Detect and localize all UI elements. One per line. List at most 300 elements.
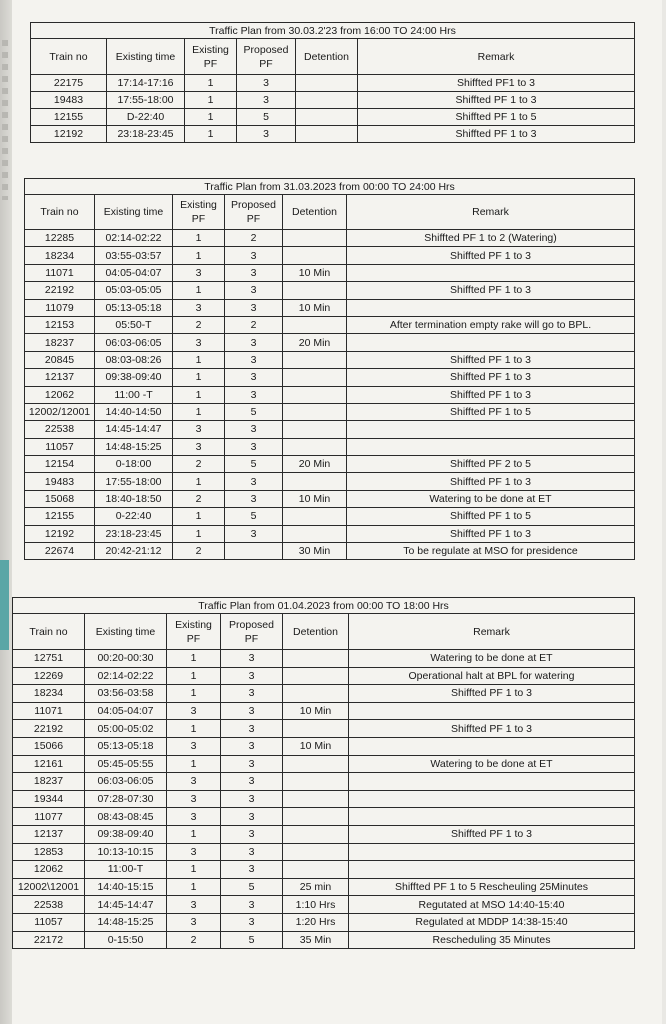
detention-cell bbox=[283, 773, 349, 791]
existing-time-cell: 04:05-04:07 bbox=[85, 702, 167, 720]
header-proposed-pf: Proposed PF bbox=[221, 614, 283, 650]
plan-title: Traffic Plan from 30.03.2'23 from 16:00 TO 24:00 Hrs bbox=[31, 23, 635, 39]
detention-cell bbox=[283, 386, 347, 403]
existing-time-cell: 02:14-02:22 bbox=[85, 667, 167, 685]
remark-cell bbox=[349, 808, 635, 826]
train-no-cell: 12002/12001 bbox=[25, 403, 95, 420]
train-no-cell: 12155 bbox=[25, 508, 95, 525]
train-no-cell: 19483 bbox=[25, 473, 95, 490]
train-no-cell: 12062 bbox=[13, 861, 85, 879]
existing-time-cell: 14:48-15:25 bbox=[85, 913, 167, 931]
train-no-cell: 12153 bbox=[25, 316, 95, 333]
train-no-cell: 20845 bbox=[25, 351, 95, 368]
proposed-pf-cell: 3 bbox=[221, 650, 283, 668]
train-no-cell: 12002\12001 bbox=[13, 878, 85, 896]
detention-cell bbox=[283, 508, 347, 525]
train-no-cell: 11077 bbox=[13, 808, 85, 826]
remark-cell: After termination empty rake will go to BPL. bbox=[347, 316, 635, 333]
table-row bbox=[25, 264, 635, 281]
plan-title: Traffic Plan from 31.03.2023 from 00:00 TO 24:00 Hrs bbox=[25, 179, 635, 195]
detention-cell bbox=[283, 650, 349, 668]
existing-time-cell: 11:00-T bbox=[85, 861, 167, 879]
proposed-pf-cell: 2 bbox=[225, 230, 283, 247]
train-no-cell: 12137 bbox=[13, 825, 85, 843]
remark-cell bbox=[349, 843, 635, 861]
remark-cell: Shiffted PF 1 to 3 bbox=[347, 525, 635, 542]
existing-pf-cell: 1 bbox=[167, 861, 221, 879]
existing-time-cell: 06:03-06:05 bbox=[95, 334, 173, 351]
existing-time-cell: 23:18-23:45 bbox=[107, 126, 185, 143]
detention-cell bbox=[296, 126, 358, 143]
header-detention: Detention bbox=[283, 195, 347, 230]
train-no-cell: 11071 bbox=[25, 264, 95, 281]
proposed-pf-cell: 3 bbox=[225, 386, 283, 403]
proposed-pf-cell: 5 bbox=[237, 109, 296, 126]
existing-time-cell: 14:40-14:50 bbox=[95, 403, 173, 420]
table-row bbox=[25, 438, 635, 455]
train-no-cell: 22538 bbox=[25, 421, 95, 438]
remark-cell: Shiffted PF1 to 3 bbox=[358, 75, 635, 92]
remark-cell: Operational halt at BPL for watering bbox=[349, 667, 635, 685]
header-existing-pf: Existing PF bbox=[185, 39, 237, 75]
header-proposed-pf: Proposed PF bbox=[237, 39, 296, 75]
existing-time-cell: 14:40-15:15 bbox=[85, 878, 167, 896]
existing-time-cell: 0-15:50 bbox=[85, 931, 167, 949]
remark-cell bbox=[349, 861, 635, 879]
train-no-cell: 11057 bbox=[25, 438, 95, 455]
existing-time-cell: 05:00-05:02 bbox=[85, 720, 167, 738]
proposed-pf-cell: 5 bbox=[225, 508, 283, 525]
train-no-cell: 11071 bbox=[13, 702, 85, 720]
table-row bbox=[25, 543, 635, 560]
proposed-pf-cell: 3 bbox=[225, 299, 283, 316]
remark-cell bbox=[347, 438, 635, 455]
detention-cell: 35 Min bbox=[283, 931, 349, 949]
existing-time-cell: 03:55-03:57 bbox=[95, 247, 173, 264]
existing-pf-cell: 1 bbox=[173, 508, 225, 525]
remark-cell bbox=[347, 264, 635, 281]
table-row bbox=[25, 456, 635, 473]
train-no-cell: 18234 bbox=[25, 247, 95, 264]
train-no-cell: 12062 bbox=[25, 386, 95, 403]
train-no-cell: 12269 bbox=[13, 667, 85, 685]
existing-time-cell: 05:50-T bbox=[95, 316, 173, 333]
existing-time-cell: 07:28-07:30 bbox=[85, 790, 167, 808]
proposed-pf-cell: 3 bbox=[221, 808, 283, 826]
table-row bbox=[13, 861, 635, 879]
proposed-pf-cell: 3 bbox=[221, 667, 283, 685]
remark-cell: Regulated at MDDP 14:38-15:40 bbox=[349, 913, 635, 931]
existing-time-cell: 05:13-05:18 bbox=[95, 299, 173, 316]
remark-cell: Watering to be done at ET bbox=[347, 490, 635, 507]
table-row bbox=[13, 843, 635, 861]
proposed-pf-cell: 3 bbox=[225, 473, 283, 490]
train-no-cell: 12161 bbox=[13, 755, 85, 773]
existing-time-cell: 00:20-00:30 bbox=[85, 650, 167, 668]
detention-cell bbox=[283, 825, 349, 843]
existing-time-cell: 17:14-17:16 bbox=[107, 75, 185, 92]
detention-cell: 1:20 Hrs bbox=[283, 913, 349, 931]
header-existing-time: Existing time bbox=[95, 195, 173, 230]
detention-cell bbox=[283, 403, 347, 420]
remark-cell: Regutated at MSO 14:40-15:40 bbox=[349, 896, 635, 914]
existing-time-cell: 05:13-05:18 bbox=[85, 737, 167, 755]
detention-cell: 10 Min bbox=[283, 737, 349, 755]
detention-cell: 30 Min bbox=[283, 543, 347, 560]
existing-pf-cell: 3 bbox=[173, 334, 225, 351]
existing-pf-cell: 2 bbox=[173, 456, 225, 473]
existing-pf-cell: 1 bbox=[173, 473, 225, 490]
remark-cell: Watering to be done at ET bbox=[349, 755, 635, 773]
detention-cell bbox=[283, 473, 347, 490]
table-row bbox=[31, 75, 635, 92]
proposed-pf-cell: 5 bbox=[225, 403, 283, 420]
table-row bbox=[31, 109, 635, 126]
existing-pf-cell: 1 bbox=[167, 685, 221, 703]
table-row bbox=[13, 896, 635, 914]
existing-time-cell: 0-18:00 bbox=[95, 456, 173, 473]
header-detention: Detention bbox=[296, 39, 358, 75]
header-existing-time: Existing time bbox=[107, 39, 185, 75]
header-remark: Remark bbox=[349, 614, 635, 650]
existing-pf-cell: 1 bbox=[173, 282, 225, 299]
existing-time-cell: 18:40-18:50 bbox=[95, 490, 173, 507]
table-row bbox=[25, 508, 635, 525]
existing-pf-cell: 1 bbox=[173, 525, 225, 542]
table-row bbox=[25, 247, 635, 264]
proposed-pf-cell: 3 bbox=[225, 282, 283, 299]
proposed-pf-cell: 3 bbox=[225, 247, 283, 264]
remark-cell: Shiffted PF 1 to 5 bbox=[347, 403, 635, 420]
train-no-cell: 18237 bbox=[25, 334, 95, 351]
proposed-pf-cell: 3 bbox=[225, 525, 283, 542]
table-row bbox=[13, 913, 635, 931]
table-row bbox=[25, 490, 635, 507]
table-row bbox=[31, 92, 635, 109]
proposed-pf-cell: 3 bbox=[221, 896, 283, 914]
proposed-pf-cell: 5 bbox=[225, 456, 283, 473]
table-row bbox=[25, 316, 635, 333]
remark-cell: Shiffted PF 1 to 3 bbox=[347, 386, 635, 403]
existing-time-cell: 14:45-14:47 bbox=[85, 896, 167, 914]
existing-pf-cell: 1 bbox=[185, 92, 237, 109]
train-no-cell: 12751 bbox=[13, 650, 85, 668]
detention-cell bbox=[283, 667, 349, 685]
remark-cell bbox=[349, 790, 635, 808]
train-no-cell: 22175 bbox=[31, 75, 107, 92]
train-no-cell: 12192 bbox=[31, 126, 107, 143]
train-no-cell: 12154 bbox=[25, 456, 95, 473]
detention-cell: 10 Min bbox=[283, 702, 349, 720]
remark-cell: Shiffted PF 1 to 3 bbox=[349, 720, 635, 738]
detention-cell bbox=[283, 525, 347, 542]
detention-cell: 10 Min bbox=[283, 490, 347, 507]
train-no-cell: 12285 bbox=[25, 230, 95, 247]
existing-pf-cell: 1 bbox=[167, 825, 221, 843]
remark-cell: Shiffted PF 1 to 5 bbox=[347, 508, 635, 525]
existing-time-cell: 17:55-18:00 bbox=[95, 473, 173, 490]
existing-pf-cell: 3 bbox=[167, 896, 221, 914]
proposed-pf-cell: 3 bbox=[225, 421, 283, 438]
existing-pf-cell: 1 bbox=[173, 351, 225, 368]
detention-cell bbox=[283, 351, 347, 368]
existing-time-cell: 05:03-05:05 bbox=[95, 282, 173, 299]
detention-cell bbox=[283, 369, 347, 386]
table-row bbox=[13, 773, 635, 791]
detention-cell bbox=[283, 316, 347, 333]
table-row bbox=[25, 403, 635, 420]
header-train-no: Train no bbox=[25, 195, 95, 230]
table-row bbox=[13, 878, 635, 896]
existing-time-cell: 0-22:40 bbox=[95, 508, 173, 525]
proposed-pf-cell bbox=[225, 543, 283, 560]
table-row bbox=[25, 230, 635, 247]
traffic-plan-table-2 bbox=[24, 178, 635, 560]
existing-time-cell: 20:42-21:12 bbox=[95, 543, 173, 560]
train-no-cell: 18237 bbox=[13, 773, 85, 791]
header-train-no: Train no bbox=[31, 39, 107, 75]
existing-time-cell: 17:55-18:00 bbox=[107, 92, 185, 109]
existing-time-cell: 09:38-09:40 bbox=[95, 369, 173, 386]
table-row bbox=[25, 386, 635, 403]
remark-cell: Shiffted PF 2 to 5 bbox=[347, 456, 635, 473]
header-proposed-pf: Proposed PF bbox=[225, 195, 283, 230]
existing-pf-cell: 2 bbox=[173, 490, 225, 507]
proposed-pf-cell: 3 bbox=[225, 490, 283, 507]
detention-cell: 10 Min bbox=[283, 299, 347, 316]
header-detention: Detention bbox=[283, 614, 349, 650]
detention-cell bbox=[283, 843, 349, 861]
table-row bbox=[13, 667, 635, 685]
train-no-cell: 22538 bbox=[13, 896, 85, 914]
detention-cell bbox=[283, 421, 347, 438]
existing-time-cell: 03:56-03:58 bbox=[85, 685, 167, 703]
existing-pf-cell: 2 bbox=[173, 543, 225, 560]
existing-time-cell: 02:14-02:22 bbox=[95, 230, 173, 247]
header-remark: Remark bbox=[347, 195, 635, 230]
detention-cell bbox=[283, 247, 347, 264]
existing-pf-cell: 1 bbox=[167, 650, 221, 668]
detention-cell bbox=[283, 685, 349, 703]
edge-marks bbox=[2, 40, 8, 200]
remark-cell: Shiffted PF 1 to 2 (Watering) bbox=[347, 230, 635, 247]
existing-pf-cell: 1 bbox=[185, 126, 237, 143]
existing-time-cell: 14:45-14:47 bbox=[95, 421, 173, 438]
proposed-pf-cell: 5 bbox=[221, 931, 283, 949]
table-row bbox=[13, 650, 635, 668]
existing-pf-cell: 3 bbox=[167, 737, 221, 755]
table-row bbox=[13, 737, 635, 755]
proposed-pf-cell: 3 bbox=[237, 92, 296, 109]
table-row bbox=[31, 126, 635, 143]
remark-cell: To be regulate at MSO for presidence bbox=[347, 543, 635, 560]
detention-cell bbox=[283, 861, 349, 879]
proposed-pf-cell: 3 bbox=[237, 126, 296, 143]
detention-cell bbox=[296, 92, 358, 109]
header-existing-pf: Existing PF bbox=[167, 614, 221, 650]
existing-time-cell: 05:45-05:55 bbox=[85, 755, 167, 773]
proposed-pf-cell: 5 bbox=[221, 878, 283, 896]
proposed-pf-cell: 3 bbox=[221, 685, 283, 703]
train-no-cell: 18234 bbox=[13, 685, 85, 703]
table-row bbox=[25, 351, 635, 368]
existing-time-cell: 09:38-09:40 bbox=[85, 825, 167, 843]
existing-pf-cell: 3 bbox=[167, 913, 221, 931]
header-train-no: Train no bbox=[13, 614, 85, 650]
proposed-pf-cell: 3 bbox=[221, 913, 283, 931]
existing-pf-cell: 1 bbox=[167, 878, 221, 896]
table-row bbox=[13, 702, 635, 720]
plan-title: Traffic Plan from 01.04.2023 from 00:00 TO 18:00 Hrs bbox=[13, 598, 635, 614]
detention-cell bbox=[296, 109, 358, 126]
remark-cell: Shiffted PF 1 to 3 bbox=[347, 351, 635, 368]
remark-cell bbox=[349, 737, 635, 755]
existing-pf-cell: 3 bbox=[167, 773, 221, 791]
detention-cell bbox=[283, 230, 347, 247]
proposed-pf-cell: 3 bbox=[225, 351, 283, 368]
train-no-cell: 22192 bbox=[25, 282, 95, 299]
existing-time-cell: 08:43-08:45 bbox=[85, 808, 167, 826]
remark-cell: Shiffted PF 1 to 5 bbox=[358, 109, 635, 126]
train-no-cell: 22192 bbox=[13, 720, 85, 738]
train-no-cell: 19483 bbox=[31, 92, 107, 109]
proposed-pf-cell: 3 bbox=[221, 720, 283, 738]
existing-pf-cell: 1 bbox=[185, 75, 237, 92]
detention-cell bbox=[283, 720, 349, 738]
remark-cell: Shiffted PF 1 to 3 bbox=[358, 92, 635, 109]
remark-cell: Shiffted PF 1 to 3 bbox=[349, 685, 635, 703]
existing-time-cell: D-22:40 bbox=[107, 109, 185, 126]
existing-time-cell: 10:13-10:15 bbox=[85, 843, 167, 861]
train-no-cell: 19344 bbox=[13, 790, 85, 808]
existing-pf-cell: 1 bbox=[167, 720, 221, 738]
existing-pf-cell: 1 bbox=[167, 667, 221, 685]
traffic-plan-table-1 bbox=[30, 22, 635, 143]
existing-pf-cell: 3 bbox=[173, 421, 225, 438]
train-no-cell: 22674 bbox=[25, 543, 95, 560]
proposed-pf-cell: 3 bbox=[221, 773, 283, 791]
existing-pf-cell: 3 bbox=[173, 264, 225, 281]
existing-pf-cell: 3 bbox=[167, 702, 221, 720]
existing-pf-cell: 2 bbox=[173, 316, 225, 333]
table-row bbox=[13, 931, 635, 949]
proposed-pf-cell: 3 bbox=[237, 75, 296, 92]
remark-cell: Shiffted PF 1 to 3 bbox=[349, 825, 635, 843]
detention-cell bbox=[283, 282, 347, 299]
existing-pf-cell: 1 bbox=[173, 247, 225, 264]
table-row bbox=[25, 282, 635, 299]
existing-pf-cell: 1 bbox=[173, 369, 225, 386]
remark-cell: Rescheduling 35 Minutes bbox=[349, 931, 635, 949]
remark-cell: Shiffted PF 1 to 3 bbox=[347, 369, 635, 386]
detention-cell: 10 Min bbox=[283, 264, 347, 281]
detention-cell bbox=[283, 808, 349, 826]
existing-time-cell: 04:05-04:07 bbox=[95, 264, 173, 281]
existing-time-cell: 23:18-23:45 bbox=[95, 525, 173, 542]
existing-time-cell: 11:00 -T bbox=[95, 386, 173, 403]
detention-cell bbox=[283, 790, 349, 808]
detention-cell bbox=[296, 75, 358, 92]
table-row bbox=[25, 473, 635, 490]
detention-cell: 25 min bbox=[283, 878, 349, 896]
proposed-pf-cell: 3 bbox=[225, 369, 283, 386]
table-row bbox=[25, 299, 635, 316]
proposed-pf-cell: 2 bbox=[225, 316, 283, 333]
header-existing-pf: Existing PF bbox=[173, 195, 225, 230]
table-row bbox=[13, 720, 635, 738]
table-row bbox=[25, 525, 635, 542]
remark-cell: Shiffted PF 1 to 3 bbox=[347, 473, 635, 490]
remark-cell bbox=[349, 773, 635, 791]
existing-time-cell: 06:03-06:05 bbox=[85, 773, 167, 791]
existing-pf-cell: 3 bbox=[173, 438, 225, 455]
table-row bbox=[25, 369, 635, 386]
train-no-cell: 11057 bbox=[13, 913, 85, 931]
table-row bbox=[25, 334, 635, 351]
existing-pf-cell: 3 bbox=[167, 843, 221, 861]
table-row bbox=[13, 825, 635, 843]
detention-cell: 20 Min bbox=[283, 334, 347, 351]
remark-cell: Shiffted PF 1 to 3 bbox=[347, 282, 635, 299]
existing-time-cell: 08:03-08:26 bbox=[95, 351, 173, 368]
existing-pf-cell: 1 bbox=[173, 386, 225, 403]
train-no-cell: 12155 bbox=[31, 109, 107, 126]
header-remark: Remark bbox=[358, 39, 635, 75]
remark-cell bbox=[347, 421, 635, 438]
existing-pf-cell: 3 bbox=[167, 808, 221, 826]
detention-cell: 20 Min bbox=[283, 456, 347, 473]
proposed-pf-cell: 3 bbox=[221, 755, 283, 773]
detention-cell: 1:10 Hrs bbox=[283, 896, 349, 914]
train-no-cell: 12853 bbox=[13, 843, 85, 861]
proposed-pf-cell: 3 bbox=[221, 790, 283, 808]
train-no-cell: 11079 bbox=[25, 299, 95, 316]
remark-cell: Shiffted PF 1 to 5 Rescheuling 25Minutes bbox=[349, 878, 635, 896]
edge-tab bbox=[0, 560, 9, 650]
train-no-cell: 12137 bbox=[25, 369, 95, 386]
remark-cell bbox=[347, 299, 635, 316]
remark-cell: Watering to be done at ET bbox=[349, 650, 635, 668]
detention-cell bbox=[283, 438, 347, 455]
remark-cell: Shiffted PF 1 to 3 bbox=[358, 126, 635, 143]
proposed-pf-cell: 3 bbox=[221, 825, 283, 843]
table-row bbox=[13, 755, 635, 773]
detention-cell bbox=[283, 755, 349, 773]
remark-cell bbox=[347, 334, 635, 351]
table-row bbox=[13, 685, 635, 703]
proposed-pf-cell: 3 bbox=[221, 861, 283, 879]
existing-pf-cell: 3 bbox=[167, 790, 221, 808]
existing-pf-cell: 1 bbox=[167, 755, 221, 773]
existing-pf-cell: 2 bbox=[167, 931, 221, 949]
existing-pf-cell: 3 bbox=[173, 299, 225, 316]
proposed-pf-cell: 3 bbox=[225, 438, 283, 455]
existing-pf-cell: 1 bbox=[173, 403, 225, 420]
proposed-pf-cell: 3 bbox=[225, 264, 283, 281]
train-no-cell: 12192 bbox=[25, 525, 95, 542]
proposed-pf-cell: 3 bbox=[225, 334, 283, 351]
proposed-pf-cell: 3 bbox=[221, 737, 283, 755]
table-row bbox=[25, 421, 635, 438]
existing-time-cell: 14:48-15:25 bbox=[95, 438, 173, 455]
table-row bbox=[13, 808, 635, 826]
header-existing-time: Existing time bbox=[85, 614, 167, 650]
remark-cell bbox=[349, 702, 635, 720]
existing-pf-cell: 1 bbox=[173, 230, 225, 247]
traffic-plan-table-3 bbox=[12, 597, 635, 949]
proposed-pf-cell: 3 bbox=[221, 702, 283, 720]
train-no-cell: 22172 bbox=[13, 931, 85, 949]
